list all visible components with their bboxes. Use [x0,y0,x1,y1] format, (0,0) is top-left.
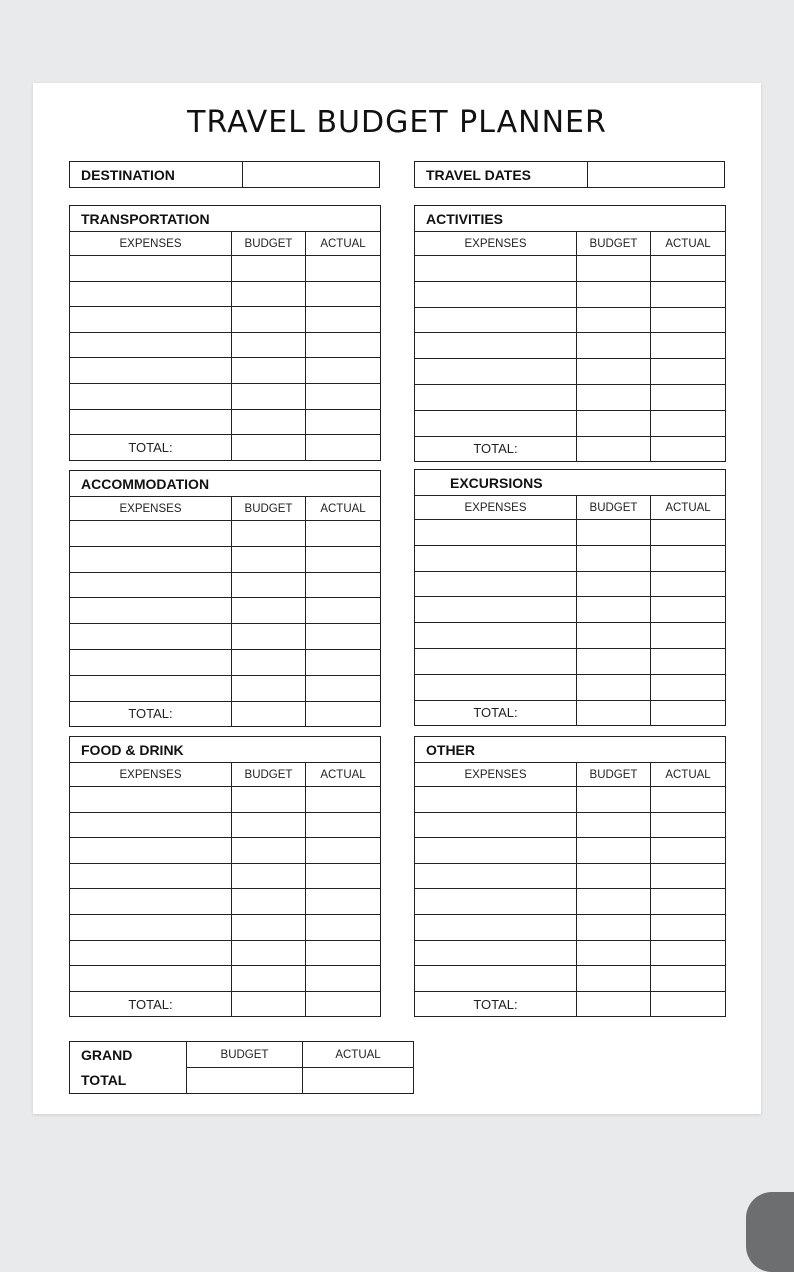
budget-header: BUDGET [232,763,306,787]
actual-cell[interactable] [651,307,726,333]
budget-cell[interactable] [232,546,306,572]
total-actual-cell[interactable] [651,700,726,726]
expense-row [415,597,726,623]
expense-cell[interactable] [415,333,577,359]
budget-cell[interactable] [232,256,306,282]
grand-total-table [69,1041,414,1094]
expense-row [415,648,726,674]
page-title: TRAVEL BUDGET PLANNER [187,105,607,140]
budget-cell[interactable] [577,571,651,597]
transportation-table [69,205,381,461]
actual-cell[interactable] [651,333,726,359]
budget-cell[interactable] [232,649,306,675]
total-budget-cell[interactable] [577,436,651,462]
expense-cell[interactable] [70,409,232,435]
budget-header: BUDGET [577,232,651,256]
actual-cell[interactable] [651,674,726,700]
total-budget-cell[interactable] [577,700,651,726]
expense-row [415,914,726,940]
total-label: TOTAL: [415,991,577,1017]
expense-row [70,256,381,282]
actual-cell[interactable] [306,546,381,572]
budget-cell[interactable] [232,889,306,915]
actual-cell[interactable] [651,787,726,813]
expense-row [70,812,381,838]
expenses-header: EXPENSES [70,232,232,256]
expense-cell[interactable] [415,384,577,410]
actual-header: ACTUAL [651,496,726,520]
budget-cell[interactable] [232,863,306,889]
expense-cell[interactable] [415,889,577,915]
expense-cell[interactable] [70,332,232,358]
expense-cell[interactable] [415,838,577,864]
budget-cell[interactable] [577,940,651,966]
budget-cell[interactable] [577,281,651,307]
actual-cell[interactable] [306,889,381,915]
budget-cell[interactable] [577,410,651,436]
actual-header: ACTUAL [651,763,726,787]
total-row [415,700,726,726]
actual-cell[interactable] [651,384,726,410]
budget-cell[interactable] [577,384,651,410]
expense-cell[interactable] [70,787,232,813]
section-title: TRANSPORTATION [70,206,381,232]
budget-cell[interactable] [577,812,651,838]
actual-cell[interactable] [306,966,381,992]
actual-cell[interactable] [306,572,381,598]
expense-cell[interactable] [415,674,577,700]
budget-cell[interactable] [232,409,306,435]
expense-cell[interactable] [415,623,577,649]
expense-row [415,307,726,333]
expense-row [70,521,381,547]
actual-cell[interactable] [651,359,726,385]
actual-cell[interactable] [306,863,381,889]
budget-cell[interactable] [232,914,306,940]
expense-row [415,940,726,966]
expense-row [70,358,381,384]
budget-header: BUDGET [577,496,651,520]
budget-cell[interactable] [577,545,651,571]
total-row [415,991,726,1017]
other-table [414,736,726,1017]
budget-cell[interactable] [232,332,306,358]
grand-actual-cell[interactable] [303,1068,414,1094]
budget-cell[interactable] [577,889,651,915]
grand-actual-header: ACTUAL [303,1042,414,1068]
expense-row [70,383,381,409]
expense-cell[interactable] [415,281,577,307]
travel-dates-label: TRAVEL DATES [415,162,588,188]
budget-cell[interactable] [577,597,651,623]
expense-row [415,384,726,410]
actual-cell[interactable] [651,623,726,649]
total-actual-cell[interactable] [651,991,726,1017]
actual-cell[interactable] [306,914,381,940]
expense-row [70,649,381,675]
budget-cell[interactable] [232,598,306,624]
budget-cell[interactable] [232,787,306,813]
expense-row [415,838,726,864]
actual-cell[interactable] [306,383,381,409]
actual-cell[interactable] [306,598,381,624]
expense-row [70,889,381,915]
expense-cell[interactable] [70,889,232,915]
actual-cell[interactable] [651,940,726,966]
expense-row [415,787,726,813]
total-row [70,701,381,727]
actual-cell[interactable] [651,281,726,307]
travel-dates-field[interactable] [588,162,725,188]
expense-cell[interactable] [70,914,232,940]
section-title: EXCURSIONS [415,470,726,496]
expense-row [70,572,381,598]
budget-cell[interactable] [232,307,306,333]
grand-label-line1: GRAND [81,1046,133,1063]
activities-table [414,205,726,462]
total-actual-cell[interactable] [651,436,726,462]
section-title: OTHER [415,737,726,763]
actual-cell[interactable] [306,332,381,358]
expense-row [415,889,726,915]
expenses-header: EXPENSES [70,497,232,521]
accommodation-table [69,470,381,727]
food-drink-table [69,736,381,1017]
total-actual-cell[interactable] [306,435,381,461]
total-label: TOTAL: [70,991,232,1017]
budget-cell[interactable] [577,256,651,282]
actual-cell[interactable] [651,571,726,597]
expense-cell[interactable] [415,307,577,333]
actual-cell[interactable] [306,521,381,547]
expense-row [70,598,381,624]
actual-cell[interactable] [306,281,381,307]
expense-row [70,332,381,358]
expense-cell[interactable] [70,546,232,572]
total-budget-cell[interactable] [232,701,306,727]
expense-cell[interactable] [70,307,232,333]
actual-cell[interactable] [651,256,726,282]
actual-cell[interactable] [651,838,726,864]
expense-cell[interactable] [415,545,577,571]
expense-cell[interactable] [70,256,232,282]
actual-cell[interactable] [306,307,381,333]
expense-row [415,333,726,359]
total-label: TOTAL: [415,436,577,462]
grand-budget-header: BUDGET [187,1042,303,1068]
actual-cell[interactable] [651,520,726,546]
travel-dates-box [414,161,725,188]
budget-cell[interactable] [232,358,306,384]
section-title: FOOD & DRINK [70,737,381,763]
budget-cell[interactable] [577,520,651,546]
actual-header: ACTUAL [306,497,381,521]
actual-cell[interactable] [651,410,726,436]
expense-row [415,281,726,307]
actual-cell[interactable] [651,966,726,992]
budget-cell[interactable] [232,521,306,547]
expense-row [415,359,726,385]
expense-row [70,838,381,864]
actual-cell[interactable] [306,358,381,384]
actual-cell[interactable] [306,649,381,675]
expense-row [70,624,381,650]
expense-row [70,307,381,333]
expense-cell[interactable] [415,359,577,385]
total-label: TOTAL: [70,701,232,727]
expense-row [70,914,381,940]
budget-cell[interactable] [577,863,651,889]
budget-cell[interactable] [577,307,651,333]
expense-cell[interactable] [415,863,577,889]
expense-cell[interactable] [70,649,232,675]
expense-row [415,812,726,838]
budget-cell[interactable] [232,675,306,701]
expense-cell[interactable] [70,940,232,966]
actual-cell[interactable] [651,889,726,915]
expense-cell[interactable] [70,383,232,409]
actual-cell[interactable] [651,812,726,838]
actual-cell[interactable] [306,838,381,864]
expense-row [415,571,726,597]
expense-cell[interactable] [415,571,577,597]
actual-cell[interactable] [306,787,381,813]
total-row [70,435,381,461]
expenses-header: EXPENSES [415,232,577,256]
planner-page [33,83,761,1114]
grand-total-label [70,1042,187,1094]
budget-cell[interactable] [577,333,651,359]
budget-cell[interactable] [232,624,306,650]
expense-cell[interactable] [70,966,232,992]
expense-cell[interactable] [415,787,577,813]
budget-cell[interactable] [232,812,306,838]
budget-cell[interactable] [577,674,651,700]
expense-cell[interactable] [70,624,232,650]
expense-cell[interactable] [70,281,232,307]
expense-row [70,281,381,307]
expense-cell[interactable] [415,410,577,436]
expenses-header: EXPENSES [415,763,577,787]
expense-cell[interactable] [415,256,577,282]
budget-cell[interactable] [232,572,306,598]
actual-cell[interactable] [651,863,726,889]
actual-cell[interactable] [651,545,726,571]
destination-label: DESTINATION [70,162,243,188]
destination-field[interactable] [243,162,380,188]
expense-row [415,256,726,282]
total-actual-cell[interactable] [306,701,381,727]
total-budget-cell[interactable] [232,435,306,461]
expenses-header: EXPENSES [70,763,232,787]
expense-row [70,940,381,966]
budget-cell[interactable] [577,914,651,940]
grand-budget-cell[interactable] [187,1068,303,1094]
expense-row [415,966,726,992]
expense-row [70,863,381,889]
actual-cell[interactable] [306,675,381,701]
budget-header: BUDGET [232,232,306,256]
budget-cell[interactable] [232,940,306,966]
expense-cell[interactable] [415,914,577,940]
total-label: TOTAL: [415,700,577,726]
total-label: TOTAL: [70,435,232,461]
actual-header: ACTUAL [306,763,381,787]
budget-cell[interactable] [577,966,651,992]
actual-cell[interactable] [306,256,381,282]
actual-cell[interactable] [306,812,381,838]
budget-cell[interactable] [577,359,651,385]
total-row [415,436,726,462]
expense-cell[interactable] [415,966,577,992]
actual-cell[interactable] [651,597,726,623]
budget-cell[interactable] [232,281,306,307]
actual-cell[interactable] [651,648,726,674]
total-row [70,991,381,1017]
actual-cell[interactable] [306,940,381,966]
expense-cell[interactable] [70,838,232,864]
corner-decoration [746,1192,794,1272]
expense-cell[interactable] [415,940,577,966]
expense-row [415,863,726,889]
actual-cell[interactable] [651,914,726,940]
actual-cell[interactable] [306,624,381,650]
budget-cell[interactable] [577,838,651,864]
actual-cell[interactable] [306,409,381,435]
expense-row [415,623,726,649]
grand-label-line2: TOTAL [81,1071,127,1088]
budget-cell[interactable] [577,787,651,813]
budget-cell[interactable] [577,623,651,649]
actual-header: ACTUAL [651,232,726,256]
expense-row [415,410,726,436]
expense-row [70,966,381,992]
excursions-table [414,469,726,726]
destination-box [69,161,380,188]
expense-cell[interactable] [415,520,577,546]
expense-cell[interactable] [415,597,577,623]
expense-cell[interactable] [70,863,232,889]
expense-row [70,546,381,572]
expense-row [70,787,381,813]
expenses-header: EXPENSES [415,496,577,520]
expense-row [415,674,726,700]
total-budget-cell[interactable] [232,991,306,1017]
expense-row [70,675,381,701]
section-title: ACCOMMODATION [70,471,381,497]
section-title: ACTIVITIES [415,206,726,232]
expense-row [70,409,381,435]
expense-cell[interactable] [70,521,232,547]
expense-cell[interactable] [70,358,232,384]
expense-cell[interactable] [70,572,232,598]
budget-cell[interactable] [232,838,306,864]
budget-header: BUDGET [577,763,651,787]
expense-cell[interactable] [70,598,232,624]
total-budget-cell[interactable] [577,991,651,1017]
total-actual-cell[interactable] [306,991,381,1017]
expense-row [415,520,726,546]
expense-cell[interactable] [415,812,577,838]
budget-cell[interactable] [232,966,306,992]
expense-cell[interactable] [70,675,232,701]
expense-cell[interactable] [415,648,577,674]
actual-header: ACTUAL [306,232,381,256]
budget-cell[interactable] [232,383,306,409]
budget-cell[interactable] [577,648,651,674]
expense-cell[interactable] [70,812,232,838]
budget-header: BUDGET [232,497,306,521]
expense-row [415,545,726,571]
